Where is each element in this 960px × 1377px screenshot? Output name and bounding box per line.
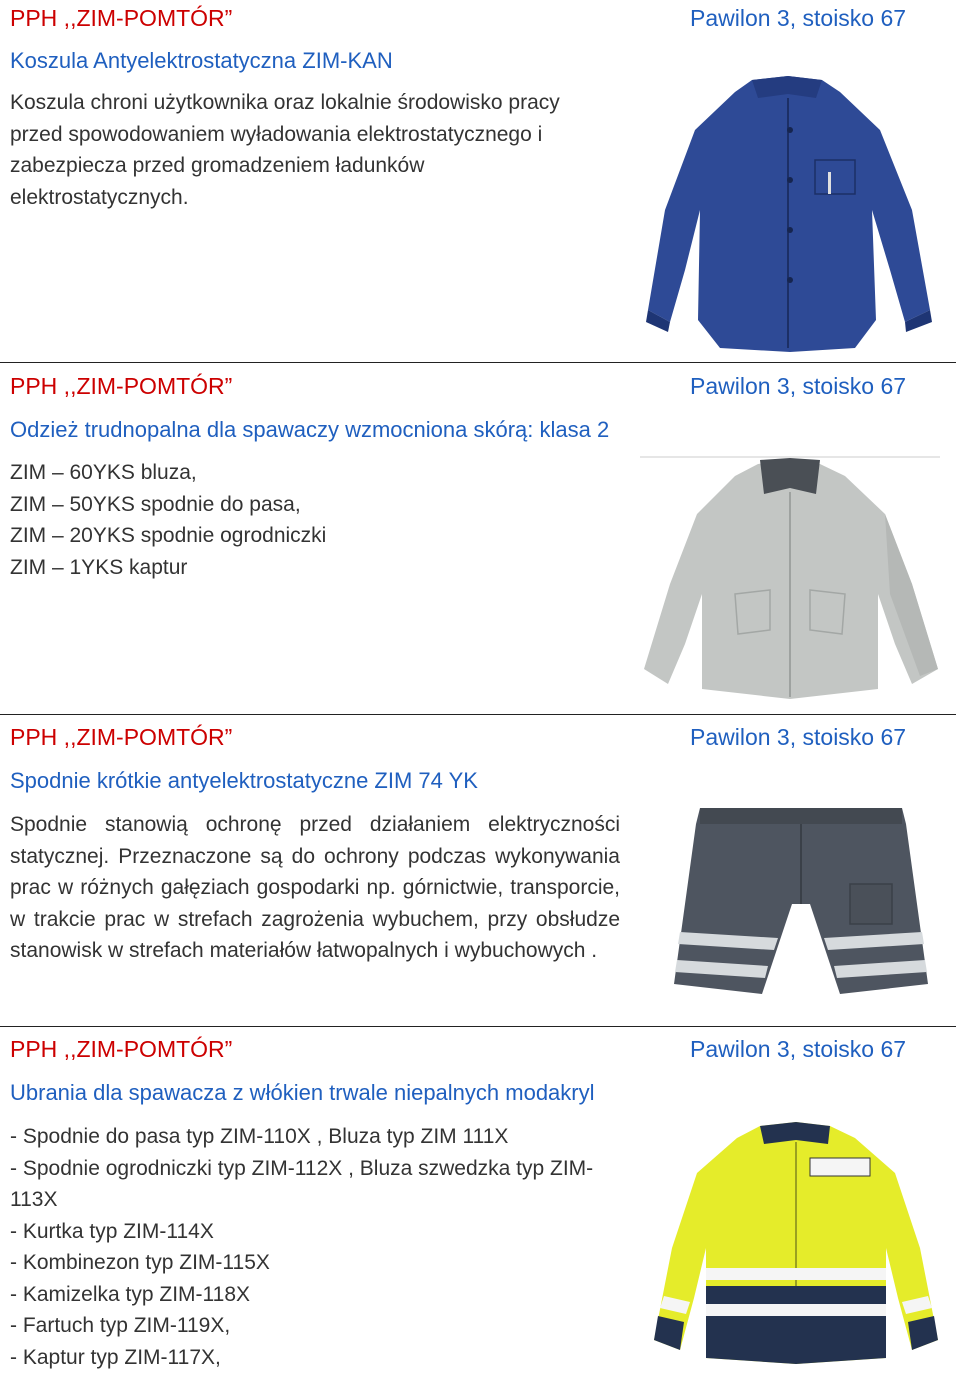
company-name: PPH ,,ZIM-POMTÓR”	[10, 373, 233, 399]
product-list	[10, 1121, 630, 1373]
description-line: zabezpiecza przed gromadzeniem ładunków	[10, 154, 425, 177]
product-title: Ubrania dla spawacza z włókien trwale niepalnych modakryl	[10, 1080, 595, 1105]
product-title: Spodnie krótkie antyelektrostatyczne ZIM 74 YK	[10, 768, 478, 793]
product-list	[10, 457, 610, 583]
grey-shorts-image	[670, 804, 932, 1004]
list-item: 113X	[10, 1188, 58, 1211]
section-welding-clothing	[0, 362, 960, 712]
list-item: ZIM – 50YKS spodnie do pasa,	[10, 492, 301, 516]
product-title: Koszula Antyelektrostatyczna ZIM-KAN	[10, 48, 393, 73]
navy-shirt-image	[640, 70, 935, 355]
product-description: Spodnie stanowią ochronę przed działaniem elektryczności statycznej. Przeznaczone są do ochrony podczas wykonywania prac w różnych gałęziach gospodarki np. górnictwie, transporcie, w trakcie prac w strefach zagrożenia wybuchem, przy obsłudze stanowisk w strefach materiałów łatwopalnych i wybuchowych .	[10, 813, 620, 962]
description-line: przed spowodowaniem wyładowania elektrostatycznego i	[10, 122, 543, 146]
pavilion-location: Pawilon 3, stoisko 67	[690, 724, 907, 750]
description-line: Koszula chroni użytkownika oraz lokalnie środowisko pracy	[10, 91, 560, 114]
list-item: - Spodnie ogrodniczki typ ZIM-112X , Bluza szwedzka typ ZIM-	[10, 1156, 594, 1180]
section-shorts	[0, 714, 960, 1024]
section-modacrylic-clothing	[0, 1026, 960, 1377]
description-line: elektrostatycznych.	[10, 185, 189, 209]
pavilion-location: Pawilon 3, stoisko 67	[690, 373, 907, 399]
pavilion-location: Pawilon 3, stoisko 67	[690, 1036, 907, 1062]
grey-welding-jacket-image	[640, 454, 942, 709]
company-name: PPH ,,ZIM-POMTÓR”	[10, 1036, 233, 1062]
list-item: ZIM – 20YKS spodnie ogrodniczki	[10, 524, 327, 547]
yellow-hivis-jacket-image	[650, 1118, 942, 1368]
section-shirt	[0, 0, 960, 360]
list-item: ZIM – 1YKS kaptur	[10, 555, 188, 579]
company-name: PPH ,,ZIM-POMTÓR”	[10, 5, 233, 31]
list-item: - Kurtka typ ZIM-114X	[10, 1219, 214, 1243]
company-name: PPH ,,ZIM-POMTÓR”	[10, 724, 233, 750]
list-item: - Kombinezon typ ZIM-115X	[10, 1251, 270, 1274]
list-item: - Kamizelka typ ZIM-118X	[10, 1282, 251, 1306]
list-item: - Kaptur typ ZIM-117X,	[10, 1345, 221, 1369]
list-item: ZIM – 60YKS bluza,	[10, 461, 197, 484]
pavilion-location: Pawilon 3, stoisko 67	[690, 5, 907, 31]
product-title: Odzież trudnopalna dla spawaczy wzmocniona skórą: klasa 2	[10, 417, 610, 442]
list-item: - Fartuch typ ZIM-119X,	[10, 1314, 231, 1337]
list-item: - Spodnie do pasa typ ZIM-110X , Bluza typ ZIM 111X	[10, 1125, 509, 1148]
product-description	[10, 87, 610, 213]
